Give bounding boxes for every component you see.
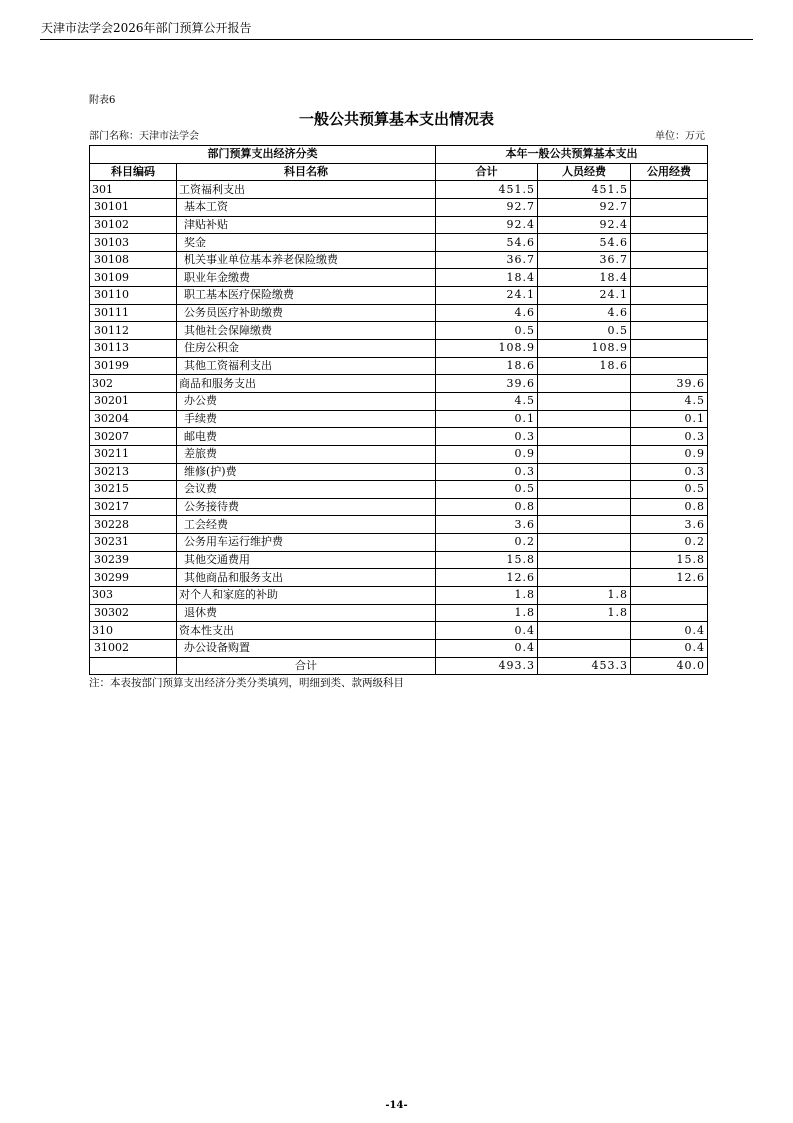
group-header-economic: 部门预算支出经济分类: [90, 146, 436, 164]
header-divider: [40, 39, 753, 40]
table-note: 注：本表按部门预算支出经济分类分类填列，明细到类、款两级科目: [89, 677, 404, 689]
row-total: 12.6: [436, 569, 538, 587]
row-personnel: 54.6: [538, 234, 631, 252]
row-personnel: [538, 445, 631, 463]
row-name: 办公费: [177, 392, 436, 410]
table-row: [90, 481, 708, 499]
row-personnel: 92.7: [538, 198, 631, 216]
table-row: [90, 498, 708, 516]
row-total: 39.6: [436, 375, 538, 393]
table-row: [90, 181, 708, 199]
row-public: 0.5: [631, 481, 708, 499]
table-row: [90, 551, 708, 569]
total-row: [90, 657, 708, 675]
row-personnel: [538, 392, 631, 410]
row-name: 工资福利支出: [177, 181, 436, 199]
row-total: 451.5: [436, 181, 538, 199]
table-row: [90, 587, 708, 605]
row-total: 1.8: [436, 604, 538, 622]
total-label: 合计: [177, 657, 436, 675]
row-name: 公务员医疗补助缴费: [177, 304, 436, 322]
row-code: 31002: [90, 639, 177, 657]
row-total: 0.3: [436, 428, 538, 446]
row-code: 310: [90, 622, 177, 640]
row-total: 24.1: [436, 287, 538, 305]
row-total: 0.1: [436, 410, 538, 428]
row-code: 30207: [90, 428, 177, 446]
row-name: 公务用车运行维护费: [177, 534, 436, 552]
row-total: 54.6: [436, 234, 538, 252]
table-row: [90, 269, 708, 287]
row-total: 18.6: [436, 357, 538, 375]
row-total: 0.5: [436, 322, 538, 340]
row-public: 15.8: [631, 551, 708, 569]
row-name: 职工基本医疗保险缴费: [177, 287, 436, 305]
row-total: 0.9: [436, 445, 538, 463]
row-code: 30217: [90, 498, 177, 516]
row-personnel: [538, 569, 631, 587]
row-personnel: [538, 622, 631, 640]
row-personnel: 1.8: [538, 587, 631, 605]
table-row: [90, 216, 708, 234]
row-code: 30110: [90, 287, 177, 305]
row-total: 0.4: [436, 622, 538, 640]
row-personnel: 0.5: [538, 322, 631, 340]
table-row: [90, 410, 708, 428]
row-public: [631, 234, 708, 252]
group-header-row: [90, 146, 708, 164]
row-total: 0.4: [436, 639, 538, 657]
budget-table: [89, 145, 708, 675]
table-row: [90, 534, 708, 552]
row-total: 0.3: [436, 463, 538, 481]
row-total: 18.4: [436, 269, 538, 287]
row-public: [631, 269, 708, 287]
table-row: [90, 445, 708, 463]
row-code: 30201: [90, 392, 177, 410]
table-row: [90, 569, 708, 587]
row-personnel: [538, 534, 631, 552]
row-total: 1.8: [436, 587, 538, 605]
row-total: 4.5: [436, 392, 538, 410]
attachment-label: 附表6: [89, 95, 116, 106]
row-public: [631, 181, 708, 199]
row-total: 0.5: [436, 481, 538, 499]
row-public: 0.3: [631, 463, 708, 481]
row-name: 其他社会保障缴费: [177, 322, 436, 340]
row-name: 其他商品和服务支出: [177, 569, 436, 587]
row-name: 职业年金缴费: [177, 269, 436, 287]
row-name: 差旅费: [177, 445, 436, 463]
row-personnel: 1.8: [538, 604, 631, 622]
row-total: 36.7: [436, 251, 538, 269]
row-personnel: [538, 481, 631, 499]
table-row: [90, 340, 708, 358]
row-personnel: 451.5: [538, 181, 631, 199]
table-row: [90, 198, 708, 216]
table-row: [90, 622, 708, 640]
row-name: 维修(护)费: [177, 463, 436, 481]
row-personnel: [538, 375, 631, 393]
row-code: 30102: [90, 216, 177, 234]
row-code: 30199: [90, 357, 177, 375]
row-code: 30211: [90, 445, 177, 463]
row-name: 手续费: [177, 410, 436, 428]
row-name: 商品和服务支出: [177, 375, 436, 393]
col-header-total: 合计: [436, 163, 538, 181]
row-public: 3.6: [631, 516, 708, 534]
row-personnel: 18.6: [538, 357, 631, 375]
row-public: [631, 304, 708, 322]
row-name: 其他交通费用: [177, 551, 436, 569]
table-row: [90, 392, 708, 410]
row-code: 30204: [90, 410, 177, 428]
total-code-cell: [90, 657, 177, 675]
row-personnel: 24.1: [538, 287, 631, 305]
row-name: 公务接待费: [177, 498, 436, 516]
row-code: 30213: [90, 463, 177, 481]
row-code: 303: [90, 587, 177, 605]
table-row: [90, 251, 708, 269]
row-code: 301: [90, 181, 177, 199]
row-total: 92.7: [436, 198, 538, 216]
row-code: 30299: [90, 569, 177, 587]
row-name: 其他工资福利支出: [177, 357, 436, 375]
row-public: 12.6: [631, 569, 708, 587]
row-personnel: 36.7: [538, 251, 631, 269]
col-header-name: 科目名称: [177, 163, 436, 181]
row-code: 30231: [90, 534, 177, 552]
row-name: 退休费: [177, 604, 436, 622]
table-row: [90, 428, 708, 446]
row-public: 0.8: [631, 498, 708, 516]
row-personnel: 4.6: [538, 304, 631, 322]
row-personnel: [538, 516, 631, 534]
row-code: 30228: [90, 516, 177, 534]
row-public: [631, 357, 708, 375]
row-name: 奖金: [177, 234, 436, 252]
row-public: 0.3: [631, 428, 708, 446]
row-code: 302: [90, 375, 177, 393]
row-name: 工会经费: [177, 516, 436, 534]
row-personnel: [538, 463, 631, 481]
row-total: 92.4: [436, 216, 538, 234]
row-personnel: [538, 551, 631, 569]
row-total: 0.8: [436, 498, 538, 516]
row-code: 30101: [90, 198, 177, 216]
total-public: 40.0: [631, 657, 708, 675]
row-public: [631, 587, 708, 605]
row-personnel: [538, 428, 631, 446]
unit-label: 单位：万元: [655, 131, 705, 142]
row-total: 4.6: [436, 304, 538, 322]
row-public: 0.2: [631, 534, 708, 552]
row-public: [631, 340, 708, 358]
row-name: 津贴补贴: [177, 216, 436, 234]
row-name: 机关事业单位基本养老保险缴费: [177, 251, 436, 269]
row-public: 39.6: [631, 375, 708, 393]
table-row: [90, 516, 708, 534]
row-code: 30113: [90, 340, 177, 358]
row-code: 30103: [90, 234, 177, 252]
table-title: 一般公共预算基本支出情况表: [298, 110, 494, 128]
row-public: [631, 216, 708, 234]
table-row: [90, 234, 708, 252]
row-personnel: [538, 639, 631, 657]
table-row: [90, 322, 708, 340]
row-code: 30112: [90, 322, 177, 340]
table-row: [90, 304, 708, 322]
row-personnel: 18.4: [538, 269, 631, 287]
row-public: 0.4: [631, 622, 708, 640]
group-header-current: 本年一般公共预算基本支出: [436, 146, 708, 164]
row-name: 办公设备购置: [177, 639, 436, 657]
row-total: 15.8: [436, 551, 538, 569]
row-public: 0.4: [631, 639, 708, 657]
table-row: [90, 375, 708, 393]
row-code: 30302: [90, 604, 177, 622]
row-personnel: 92.4: [538, 216, 631, 234]
row-total: 108.9: [436, 340, 538, 358]
row-code: 30108: [90, 251, 177, 269]
row-public: [631, 287, 708, 305]
row-code: 30111: [90, 304, 177, 322]
row-name: 资本性支出: [177, 622, 436, 640]
row-code: 30239: [90, 551, 177, 569]
col-header-personnel: 人员经费: [538, 163, 631, 181]
row-name: 会议费: [177, 481, 436, 499]
table-row: [90, 287, 708, 305]
row-personnel: 108.9: [538, 340, 631, 358]
table-row: [90, 357, 708, 375]
col-header-code: 科目编码: [90, 163, 177, 181]
row-code: 30109: [90, 269, 177, 287]
column-header-row: [90, 163, 708, 181]
page-number: -14-: [385, 1100, 408, 1111]
table-row: [90, 639, 708, 657]
row-total: 3.6: [436, 516, 538, 534]
row-total: 0.2: [436, 534, 538, 552]
row-name: 对个人和家庭的补助: [177, 587, 436, 605]
row-personnel: [538, 410, 631, 428]
col-header-public: 公用经费: [631, 163, 708, 181]
row-public: 4.5: [631, 392, 708, 410]
total-personnel: 453.3: [538, 657, 631, 675]
row-public: 0.9: [631, 445, 708, 463]
table-body: [90, 181, 708, 657]
row-name: 住房公积金: [177, 340, 436, 358]
report-header: 天津市法学会2026年部门预算公开报告: [41, 21, 252, 35]
total-sum: 493.3: [436, 657, 538, 675]
table-row: [90, 463, 708, 481]
row-public: [631, 198, 708, 216]
row-name: 邮电费: [177, 428, 436, 446]
row-public: [631, 251, 708, 269]
row-code: 30215: [90, 481, 177, 499]
row-public: [631, 604, 708, 622]
table-row: [90, 604, 708, 622]
row-public: 0.1: [631, 410, 708, 428]
row-public: [631, 322, 708, 340]
row-personnel: [538, 498, 631, 516]
row-name: 基本工资: [177, 198, 436, 216]
department-name: 部门名称：天津市法学会: [89, 131, 199, 142]
